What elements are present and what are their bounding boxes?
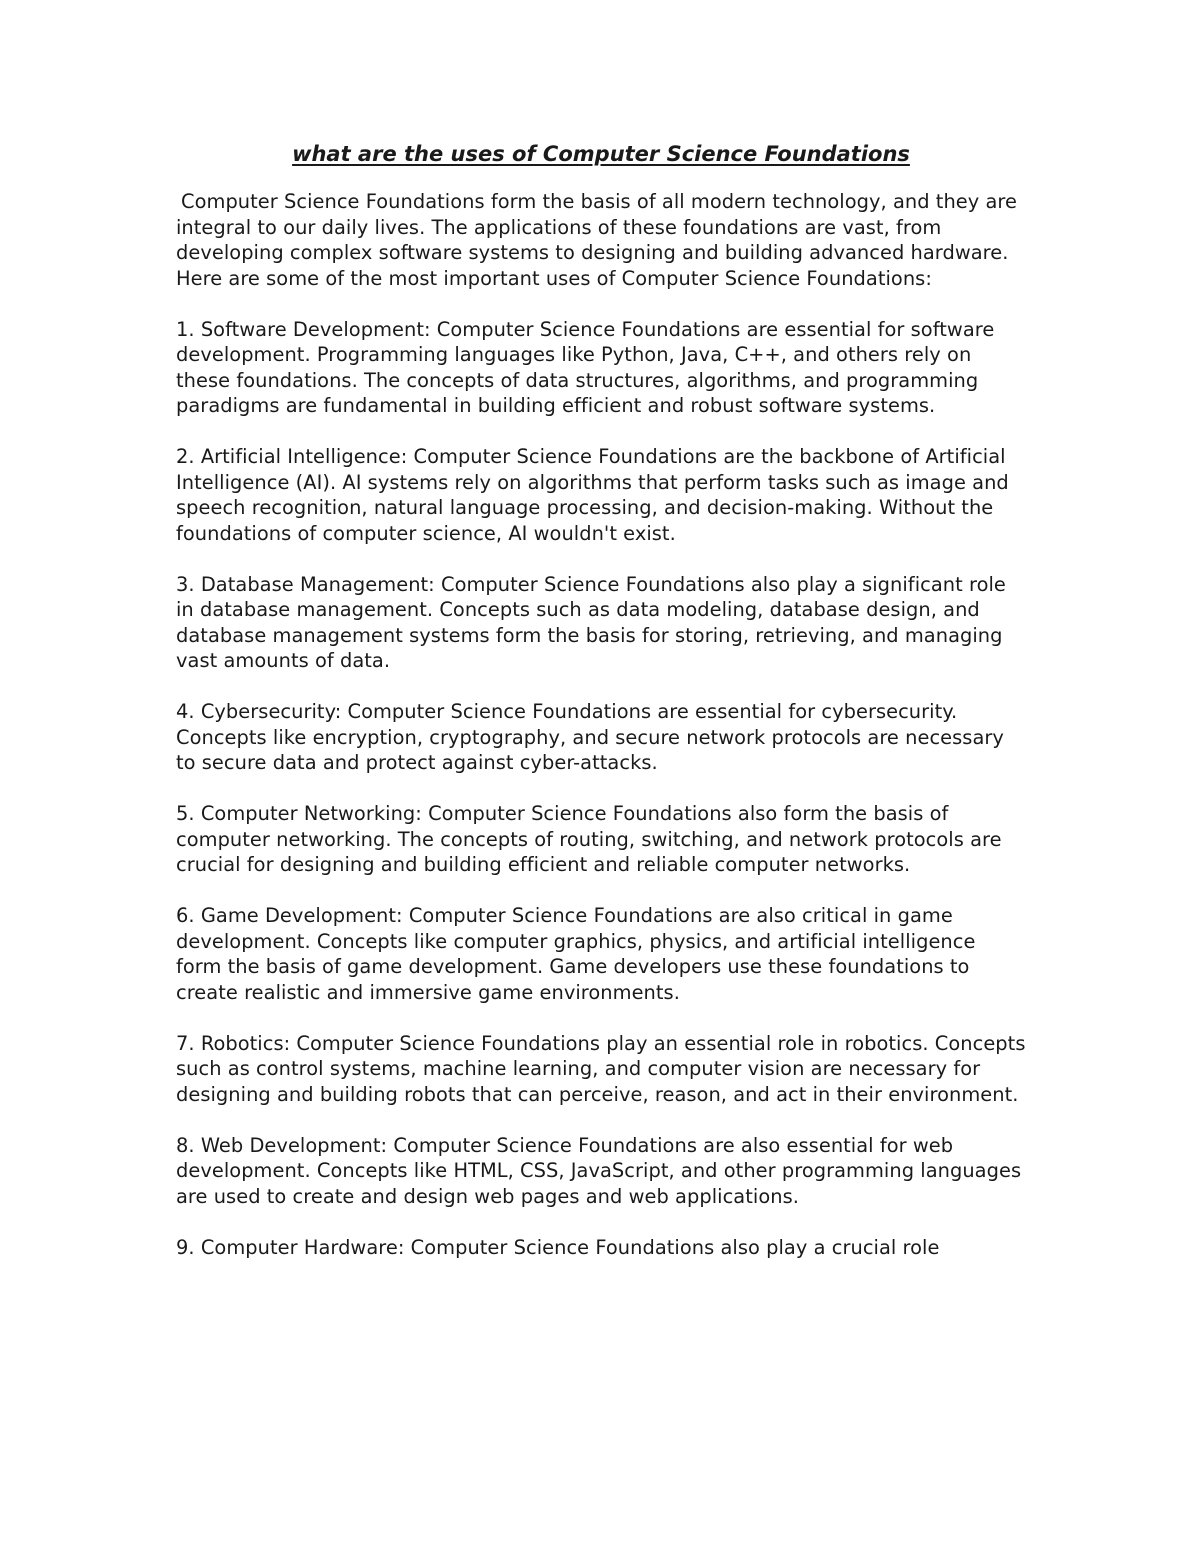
list-item-robotics: 7. Robotics: Computer Science Foundations play an essential role in robotics. Concepts such as control systems, machine learning, and computer vision are necessary for designing and building robots that can perceive, reason, and act in their environment.: [176, 1031, 1026, 1106]
intro-paragraph: Computer Science Foundations form the basis of all modern technology, and they are integral to our daily lives. The applications of these foundations are vast, from developing complex software systems to designing and building advanced hardware. Here are some of the most important uses of Computer Science Foundations:: [176, 190, 1018, 290]
document-page: [176, 141, 1026, 1260]
list-item-database-management: 3. Database Management: Computer Science Foundations also play a significant role in database management. Concepts such as data modeling, database design, and database management systems form the basis for storing, retrieving, and managing vast amounts of data.: [176, 572, 1006, 672]
list-item-software-development: 1. Software Development: Computer Science Foundations are essential for software development. Programming languages like Python, Java, C++, and others rely on these foundations. The concepts of data structures, algorithms, and programming paradigms are fundamental in building efficient and robust software systems.: [176, 317, 995, 417]
list-item-computer-hardware: 9. Computer Hardware: Computer Science Foundations also play a crucial role: [176, 1235, 940, 1259]
list-item-computer-networking: 5. Computer Networking: Computer Science Foundations also form the basis of computer networking. The concepts of routing, switching, and network protocols are crucial for designing and building efficient and reliable computer networks.: [176, 802, 1002, 876]
list-item-game-development: 6. Game Development: Computer Science Foundations are also critical in game development. Concepts like computer graphics, physics, and artificial intelligence form the basis of game development. Game developers use these foundations to create realistic and immersive game environments.: [176, 904, 976, 1004]
list-item-cybersecurity: 4. Cybersecurity: Computer Science Foundations are essential for cybersecurity. Concepts like encryption, cryptography, and secure network protocols are necessary to secure data and protect against cyber-attacks.: [176, 700, 1004, 774]
list-item-artificial-intelligence: 2. Artificial Intelligence: Computer Science Foundations are the backbone of Artificial Intelligence (AI). AI systems rely on algorithms that perform tasks such as image and speech recognition, natural language processing, and decision-making. Without the foundations of computer science, AI wouldn't exist.: [176, 445, 1009, 545]
document-title: what are the uses of Computer Science Foundations: [292, 142, 910, 166]
list-item-web-development: 8. Web Development: Computer Science Foundations are also essential for web development. Concepts like HTML, CSS, JavaScript, and other programming languages are used to create and design web pages and web applications.: [176, 1133, 1022, 1208]
